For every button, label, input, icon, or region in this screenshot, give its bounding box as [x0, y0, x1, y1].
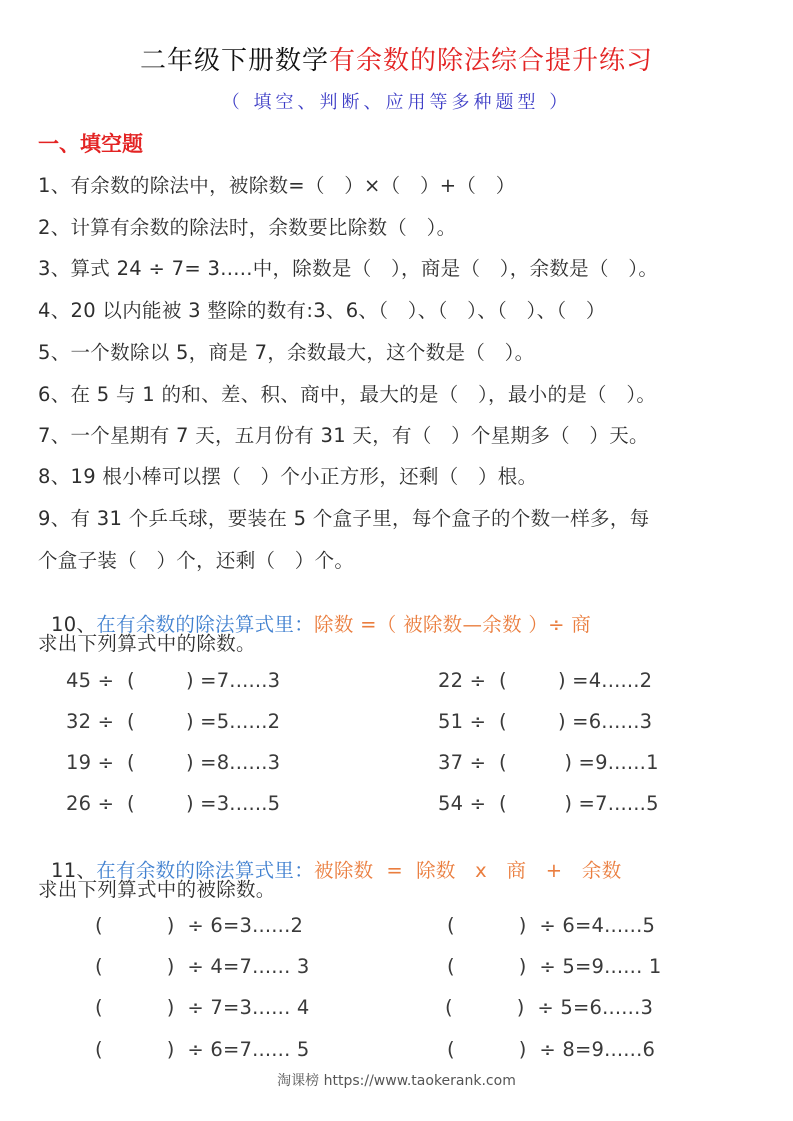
q10-equation-right-3: 37 ÷ ( ) =9......1: [438, 751, 659, 774]
q11-equation-left-2: ( ) ÷ 4=7...... 3: [95, 955, 310, 978]
q11-rule-label: 在有余数的除法算式里：: [96, 859, 315, 882]
q11-equation-right-2: ( ) ÷ 5=9...... 1: [447, 955, 662, 978]
q10-equation-right-2: 51 ÷ ( ) =6......3: [438, 710, 653, 733]
question-8: 8、19 根小棒可以摆（ ）个小正方形，还剩（ ）根。: [38, 465, 538, 488]
q11-equation-right-4: ( ) ÷ 8=9......6: [447, 1038, 656, 1061]
q10-number: 10、: [51, 613, 97, 636]
q11-equation-left-1: ( ) ÷ 6=3......2: [95, 914, 304, 937]
q11-equation-right-3: ( ) ÷ 5=6......3: [445, 996, 654, 1019]
q11-equation-left-3: ( ) ÷ 7=3...... 4: [95, 996, 310, 1019]
title-grade: 二年级下册数学: [139, 46, 329, 76]
question-4: 4、20 以内能被 3 整除的数有:3、6、（ ）、（ ）、（ ）、（ ）: [38, 299, 606, 322]
q11-rule-formula: 被除数 = 除数 x 商 + 余数: [314, 859, 622, 882]
question-2: 2、计算有余数的除法时，余数要比除数（ ）。: [38, 216, 457, 239]
question-5: 5、一个数除以 5，商是 7，余数最大，这个数是（ ）。: [38, 341, 535, 364]
question-3: 3、算式 24 ÷ 7= 3.....中，除数是（ ），商是（ ），余数是（ ）。: [38, 257, 659, 280]
q10-rule-label: 在有余数的除法算式里：: [96, 613, 315, 636]
page-subtitle: （ 填空、判断、应用等多种题型 ）: [221, 92, 572, 113]
section-heading: 一、填空题: [38, 132, 143, 156]
q11-equation-right-1: ( ) ÷ 6=4......5: [447, 914, 656, 937]
q10-equation-left-1: 45 ÷ ( ) =7......3: [66, 669, 281, 692]
question-6: 6、在 5 与 1 的和、差、积、商中，最大的是（ ），最小的是（ ）。: [38, 383, 657, 406]
question-7: 7、一个星期有 7 天，五月份有 31 天，有（ ）个星期多（ ）天。: [38, 424, 649, 447]
q10-equation-left-3: 19 ÷ ( ) =8......3: [66, 751, 281, 774]
q11-equation-left-4: ( ) ÷ 6=7...... 5: [95, 1038, 310, 1061]
question-9-line-1: 9、有 31 个乒乓球，要装在 5 个盒子里，每个盒子的个数一样多，每: [38, 507, 650, 530]
q10-equation-right-1: 22 ÷ ( ) =4......2: [438, 669, 653, 692]
question-11-instruction: 求出下列算式中的被除数。: [38, 878, 276, 901]
q10-rule-formula: 除数 =（ 被除数—余数 ）÷ 商: [314, 613, 592, 636]
q10-equation-right-4: 54 ÷ ( ) =7......5: [438, 792, 659, 815]
title-topic: 有余数的除法综合提升练习: [329, 46, 654, 76]
page-title: [0, 40, 793, 77]
question-1: 1、有余数的除法中，被除数=（ ）×（ ）+（ ）: [38, 174, 516, 197]
footer-watermark: 淘课榜 https://www.taokerank.com: [277, 1073, 516, 1089]
q10-equation-left-4: 26 ÷ ( ) =3......5: [66, 792, 281, 815]
q10-equation-left-2: 32 ÷ ( ) =5......2: [66, 710, 281, 733]
question-10-instruction: 求出下列算式中的除数。: [38, 632, 256, 655]
q11-number: 11、: [51, 859, 97, 882]
question-9-line-2: 个盒子装（ ）个，还剩（ ）个。: [38, 549, 355, 572]
